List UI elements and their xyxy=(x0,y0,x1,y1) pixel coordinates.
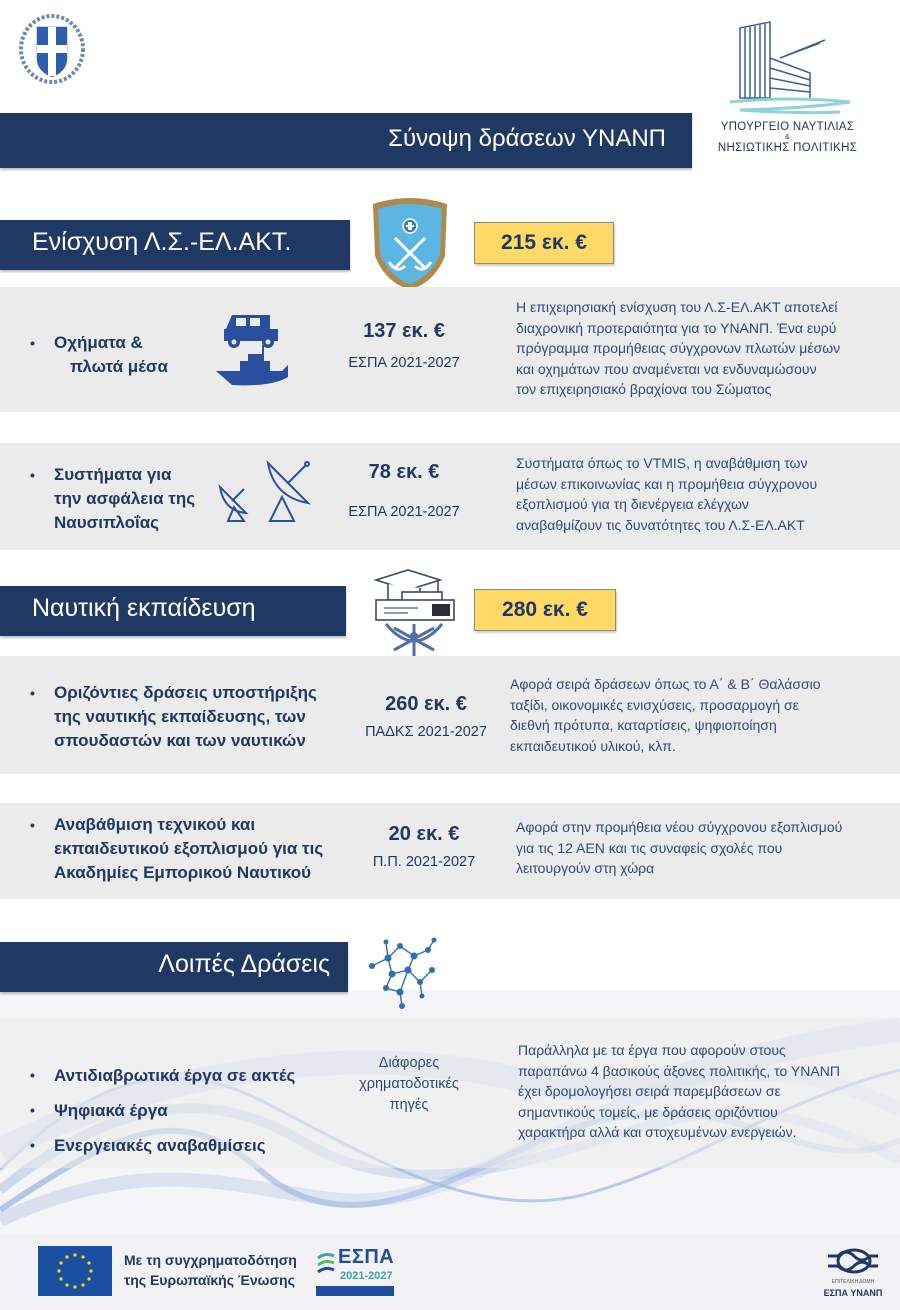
row-description xyxy=(516,297,840,400)
row-description xyxy=(518,1040,840,1143)
row-description-line: λειτουργούν στη χώρα xyxy=(516,860,655,876)
bullet-dot: • xyxy=(30,467,35,483)
row-label-line: Οχήματα & xyxy=(54,333,143,352)
row-description xyxy=(516,817,842,879)
row-amount: 260 εκ. € xyxy=(385,693,467,715)
row-label-line: Ακαδημίες Εμπορικού Ναυτικού xyxy=(54,863,312,882)
list-item xyxy=(30,1128,295,1163)
espa-logo xyxy=(316,1246,396,1302)
row-description-line: εκπαιδευτικού υλικού, κλπ. xyxy=(510,737,676,754)
row-description xyxy=(510,674,821,756)
table-row xyxy=(0,803,900,899)
section-header-other-actions xyxy=(0,942,348,992)
ministry-name-amp: & xyxy=(785,134,790,141)
row-description-line: τον επιχειρησιακό βραχίονα του Σώματος xyxy=(516,381,772,397)
row-source: ΕΣΠΑ 2021-2027 xyxy=(348,355,460,371)
espa-title: ΕΣΠΑ xyxy=(338,1246,395,1268)
espa-years: 2021-2027 xyxy=(340,1270,393,1282)
section-header-maritime-education xyxy=(0,586,346,636)
row-label-line: πλωτά μέσα xyxy=(70,357,168,376)
funding-source-line: πηγές xyxy=(389,1097,429,1113)
funding-source-line: χρηματοδοτικές xyxy=(359,1076,459,1092)
row-label-line: την ασφάλεια της xyxy=(54,489,196,508)
page-title: Σύνοψη δράσεων ΥΝΑΝΠ xyxy=(388,125,666,152)
row-description xyxy=(516,453,817,535)
row-label-line: Οριζόντιες δράσεις υποστήριξης xyxy=(54,683,317,702)
page-title-bar xyxy=(0,113,692,168)
row-amount-group xyxy=(334,461,474,520)
section-header-coast-guard xyxy=(0,220,350,270)
row-description-line: εξοπλισμού για τη διενέργεια ελέγχων xyxy=(516,496,749,512)
row-description-line: και οχημάτων που αναμένεται να ενδυναμώσουν xyxy=(516,360,817,377)
knot-icon xyxy=(818,1246,888,1276)
greek-coat-of-arms-icon xyxy=(18,14,86,84)
row-amount: 78 εκ. € xyxy=(368,461,440,483)
row-description-line: διαχρονική προτεραιότητα για το ΥΝΑΝΠ. Ένα ευρύ xyxy=(516,319,837,336)
row-amount-group xyxy=(354,823,494,870)
row-amount: 137 εκ. € xyxy=(363,320,445,342)
row-label xyxy=(30,331,168,379)
table-row xyxy=(0,656,900,774)
row-label xyxy=(30,813,324,885)
graduation-helm-icon xyxy=(364,566,464,658)
row-description-line: σημαντικούς τομείς, με δράσεις οριζόντιου xyxy=(518,1103,778,1120)
row-description-line: Συστήματα όπως το VTMIS, η αναβάθμιση των xyxy=(516,455,808,471)
table-row xyxy=(0,443,900,550)
coast-guard-shield-icon xyxy=(365,196,455,294)
list-item xyxy=(30,1093,295,1128)
section-title: Ενίσχυση Λ.Σ.-ΕΛ.ΑΚΤ. xyxy=(32,228,292,256)
table-row xyxy=(0,1018,900,1168)
table-row xyxy=(0,287,900,412)
bullet-dot: • xyxy=(30,1067,35,1083)
row-label xyxy=(30,463,196,535)
row-label-line: Συστήματα για xyxy=(54,465,172,484)
row-label-line: εκπαιδευτικού εξοπλισμού για τις xyxy=(54,839,324,858)
knot-caption-small: ΕΠΙΤΕΛΙΚΗ ΔΟΜΗ xyxy=(831,1279,875,1285)
section-title: Ναυτική εκπαίδευση xyxy=(32,594,256,622)
row-label xyxy=(30,681,317,753)
row-amount-group xyxy=(356,693,496,740)
row-label-line: σπουδαστών και των ναυτικών xyxy=(54,731,306,750)
section-total-maritime-education: 280 εκ. € xyxy=(474,589,616,631)
bullet-dot: • xyxy=(30,817,35,833)
list-item xyxy=(30,1058,296,1093)
row-description-line: Η επιχειρησιακή ενίσχυση του Λ.Σ-ΕΛ.ΑΚΤ αποτελεί xyxy=(516,299,838,315)
row-amount: 20 εκ. € xyxy=(388,823,460,845)
bullet-dot: • xyxy=(30,1137,35,1153)
satellite-dish-icon xyxy=(210,457,320,525)
cofunding-line: της Ευρωπαϊκής Ένωσης xyxy=(124,1272,295,1288)
ministry-name-line1: ΥΠΟΥΡΓΕΙΟ ΝΑΥΤΙΛΙΑΣ xyxy=(720,121,855,133)
eu-flag-icon xyxy=(38,1246,112,1296)
cofunding-line: Με τη συγχρηματοδότηση xyxy=(124,1252,297,1268)
espa-ynanp-logo xyxy=(818,1246,888,1306)
knot-caption: ΕΣΠΑ ΥΝΑΝΠ xyxy=(823,1288,883,1298)
bullet-dot: • xyxy=(30,1102,35,1118)
list-item-label: Ψηφιακά έργα xyxy=(54,1101,168,1120)
row-description-line: παραπάνω 4 βασικούς άξονες πολιτικής, το ΥΝΑΝΠ xyxy=(518,1062,840,1079)
row-source: ΠΑΔΚΣ 2021-2027 xyxy=(365,724,487,740)
row-source: ΕΣΠΑ 2021-2027 xyxy=(348,504,460,520)
row-description-line: Παράλληλα με τα έργα που αφορούν στους xyxy=(518,1042,786,1058)
row-label-line: Ναυσιπλοΐας xyxy=(54,513,160,532)
row-description-line: ταξίδι, οικονομικές ενισχύσεις, προσαρμογή σε xyxy=(510,696,799,713)
row-description-line: διεθνή πρότυπα, καταρτίσεις, ψηφιοποίηση xyxy=(510,717,777,733)
row-description-line: έχει δρομολογήσει σειρά παρεμβάσεων σε xyxy=(518,1083,781,1099)
network-nodes-icon xyxy=(362,930,442,1010)
cofunding-text xyxy=(124,1250,297,1290)
row-description-line: χαρακτήρα αλλά και στοχευμένων ενεργειών. xyxy=(518,1124,797,1140)
row-amount-group xyxy=(334,320,474,371)
row-source: Π.Π. 2021-2027 xyxy=(372,854,476,870)
espa-waves-icon xyxy=(316,1250,336,1280)
row-description-line: μέσων επικοινωνίας και η προμήθεια σύγχρονου xyxy=(516,475,818,492)
ministry-logo xyxy=(700,18,875,163)
vehicle-and-boat-icon xyxy=(212,309,292,389)
ministry-building-logo xyxy=(700,18,875,118)
row-description-line: πρόγραμμα προμήθειας σύγχρονων πλωτών μέσων xyxy=(516,340,841,356)
funding-source xyxy=(344,1053,474,1116)
row-description-line: αναβαθμίζουν τις δυνατότητες του Λ.Σ-ΕΛ.ΑΚΤ xyxy=(516,516,805,533)
espa-banner xyxy=(316,1286,394,1296)
bullet-dot: • xyxy=(30,685,35,701)
list-item-label: Ενεργειακές αναβαθμίσεις xyxy=(54,1136,266,1155)
row-description-line: Αφορά στην προμήθεια νέου σύγχρονου εξοπλισμού xyxy=(516,819,843,835)
row-description-line: για τις 12 ΑΕΝ και τις συναφείς σχολές που xyxy=(516,839,783,856)
row-label-line: Αναβάθμιση τεχνικού και xyxy=(54,815,256,834)
row-label-line: της ναυτικής εκπαίδευσης, των xyxy=(54,707,306,726)
section-total-coast-guard: 215 εκ. € xyxy=(474,222,614,264)
section-title: Λοιπές Δράσεις xyxy=(158,950,330,978)
row-items xyxy=(30,1058,296,1163)
ministry-name-line2: ΝΗΣΙΩΤΙΚΗΣ ΠΟΛΙΤΙΚΗΣ xyxy=(717,142,858,154)
ministry-name xyxy=(700,120,875,155)
bullet-dot: • xyxy=(30,335,35,351)
list-item-label: Αντιδιαβρωτικά έργα σε ακτές xyxy=(54,1066,296,1085)
row-description-line: Αφορά σειρά δράσεων όπως το Α΄ & Β΄ Θαλάσσιο xyxy=(510,676,821,692)
funding-source-line: Διάφορες xyxy=(378,1055,440,1071)
